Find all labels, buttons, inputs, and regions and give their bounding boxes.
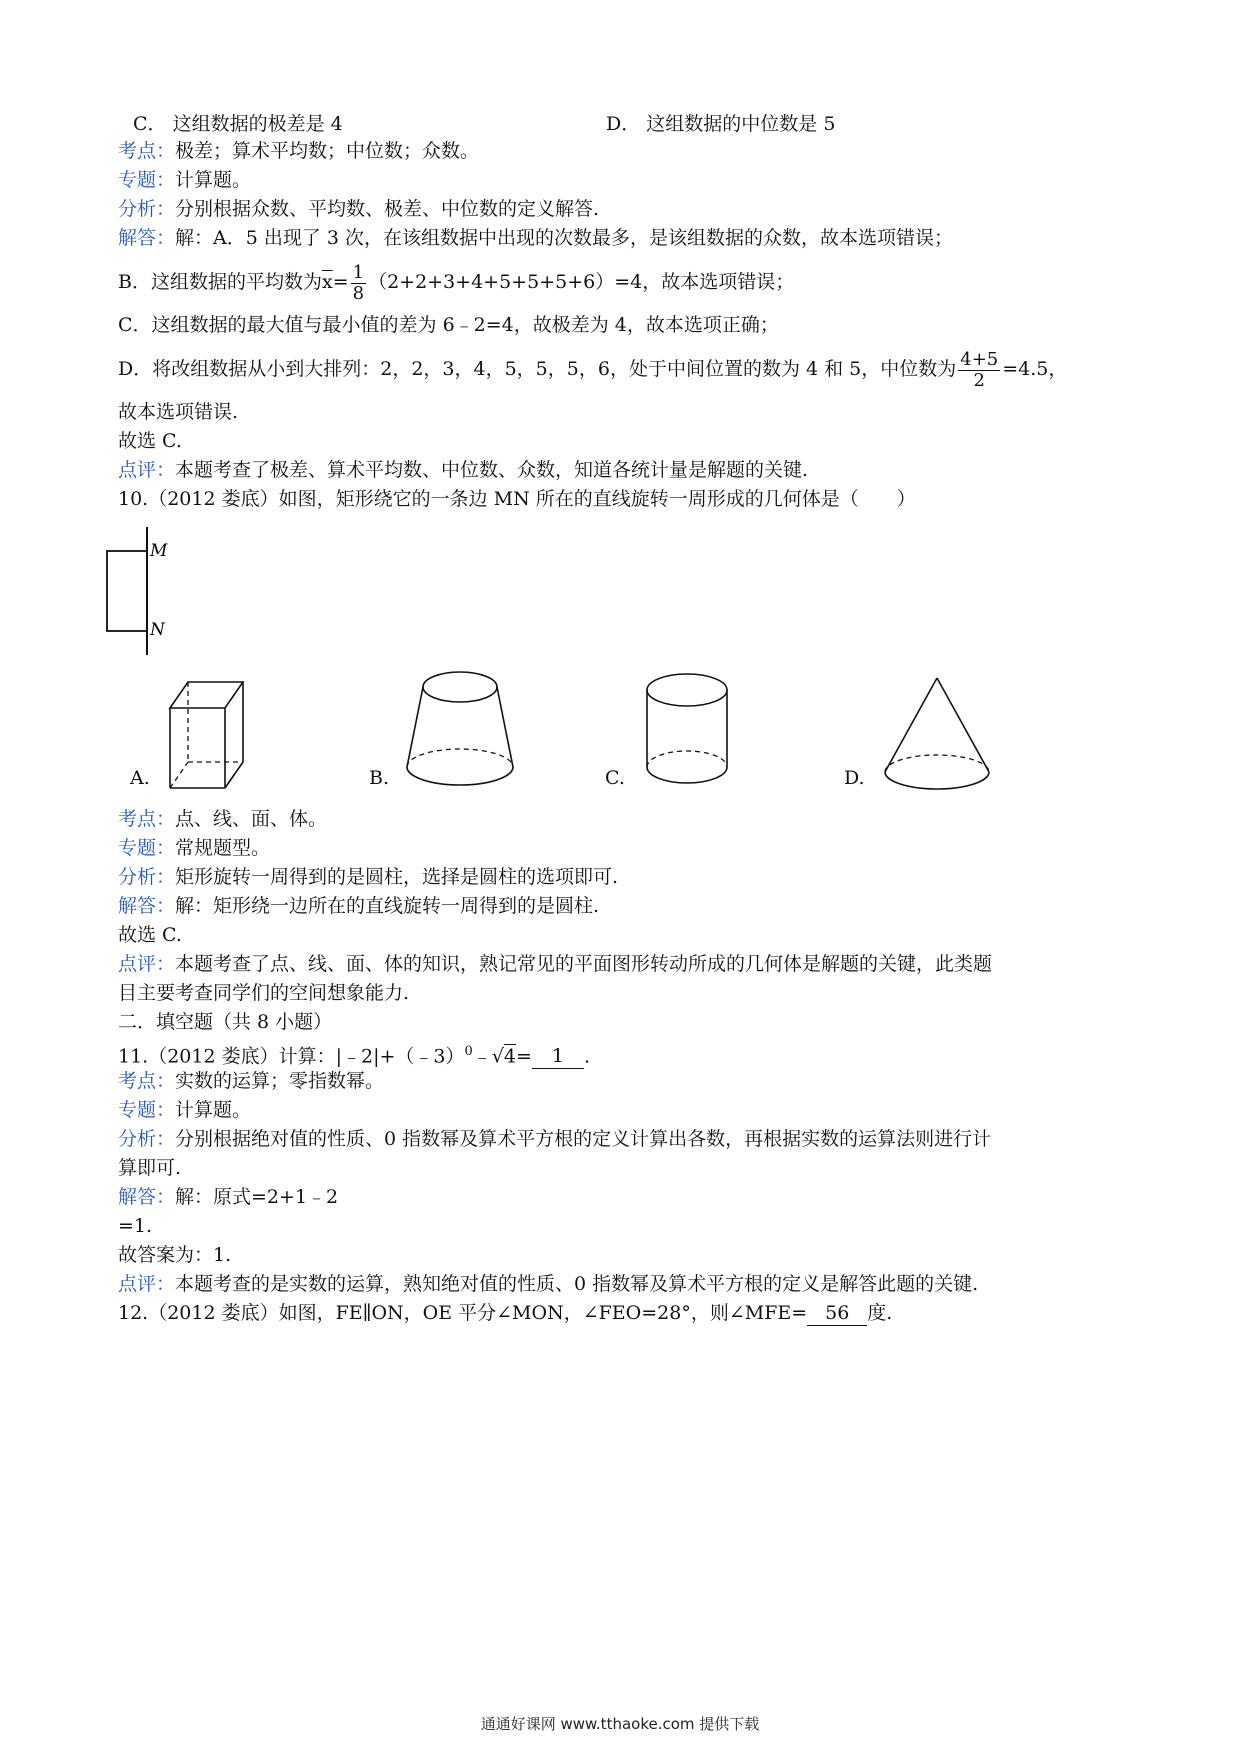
option-c-label: C. [605, 767, 625, 789]
q10-kaodian: 考点：点、线、面、体。 [118, 808, 328, 830]
frustum-figure [395, 665, 525, 795]
footer: 通通好课网 www.tthaoke.com 提供下载 [480, 1715, 760, 1733]
jieda-label: 解答： [118, 227, 176, 249]
q11-dianping: 点评：本题考查的是实数的运算，熟知绝对值的性质、0 指数幂及算术平方根的定义是解答此题的关键. [118, 1273, 979, 1295]
q10-fenxi: 分析：矩形旋转一周得到的是圆柱，选择是圆柱的选项即可. [118, 866, 619, 888]
q11-fenxi-cont: 算即可. [118, 1157, 182, 1179]
solution-c-line: C．这组数据的最大值与最小值的差为 6﹣2=4，故极差为 4，故本选项正确； [118, 314, 779, 336]
fraction-median: $\frac{4+5}{2}$ [960, 348, 999, 391]
q11-jieda: 解答：解：原式=2+1﹣2 [118, 1186, 339, 1208]
sqrt-icon: √ [491, 1045, 504, 1068]
option-d: D． 这组数据的中位数是 5 [606, 113, 836, 135]
rectangle-figure [100, 525, 200, 660]
option-c: C． 这组数据的极差是 4 [133, 113, 343, 135]
fenxi-label: 分析： [118, 198, 176, 220]
q10-stem: 10.（2012 娄底）如图，矩形绕它的一条边 MN 所在的直线旋转一周形成的几何体是（ ） [118, 488, 916, 510]
q10-zhuanti: 专题：常规题型。 [118, 837, 271, 859]
q10-choose: 故选 C. [118, 924, 182, 946]
solution-d-line: D．将改组数据从小到大排列：2，2，3，4，5，5，5，6，处于中间位置的数为 4 和 5，中位数为 $\frac{4+5}{2}$ =4.5， [118, 348, 1068, 391]
option-b-label: B. [369, 767, 390, 789]
q10-dianping-cont: 目主要考查同学们的空间想象能力. [118, 982, 410, 1004]
q11-jieda-cont: =1. [118, 1215, 153, 1237]
cuboid-figure [155, 670, 255, 795]
solution-b-line: B．这组数据的平均数为$\overline{x}=$ $\frac{1}{8}$ （2+2+3+4+5+5+5+6）=4，故本选项错误； [118, 261, 795, 304]
mean-symbol: $\overline{x}$ [321, 271, 333, 293]
dianping-label: 点评： [118, 459, 176, 481]
choose-line: 故选 C. [118, 430, 182, 452]
cylinder-figure [635, 665, 740, 795]
q11-answer: 1 [532, 1044, 584, 1069]
q10-dianping: 点评：本题考查了点、线、面、体的知识，熟记常见的平面图形转动所成的几何体是解题的关键，此类题 [118, 953, 993, 975]
kaodian-label: 考点： [118, 140, 176, 162]
option-a-label: A. [130, 767, 150, 789]
q10-jieda: 解答：解：矩形绕一边所在的直线旋转一周得到的是圆柱. [118, 895, 600, 917]
zhuanti-label: 专题： [118, 169, 176, 191]
solution-d-cont: 故本选项错误. [118, 401, 239, 423]
q12-answer: 56 [807, 1301, 867, 1326]
cone-figure [870, 670, 1005, 795]
q11-answer-line: 故答案为：1. [118, 1244, 232, 1266]
label-n: N [150, 620, 165, 640]
section-fill-blank: 二．填空题（共 8 小题） [118, 1011, 333, 1033]
q12-stem: 12.（2012 娄底）如图，FE∥ON，OE 平分∠MON，∠FEO=28°，则∠MFE= 56 度. [118, 1302, 893, 1324]
label-m: M [150, 541, 168, 561]
q11-fenxi: 分析：分别根据绝对值的性质、0 指数幂及算术平方根的定义计算出各数，再根据实数的运算法则进行计 [118, 1128, 992, 1150]
fenxi-line: 分析：分别根据众数、平均数、极差、中位数的定义解答. [118, 198, 600, 220]
kaodian-line: 考点：极差；算术平均数；中位数；众数。 [118, 140, 480, 162]
jieda-line: 解答：解：A．5 出现了 3 次，在该组数据中出现的次数最多，是该组数据的众数，故本选项错误； [118, 227, 954, 249]
option-d-label: D. [844, 767, 865, 789]
zhuanti-line: 专题：计算题。 [118, 169, 252, 191]
q11-kaodian: 考点：实数的运算；零指数幂。 [118, 1070, 385, 1092]
fraction-one-eighth: $\frac{1}{8}$ [352, 261, 365, 304]
q11-zhuanti: 专题：计算题。 [118, 1099, 252, 1121]
dianping-line: 点评：本题考查了极差、算术平均数、中位数、众数，知道各统计量是解题的关键. [118, 459, 809, 481]
q11-stem: 11.（2012 娄底）计算：|﹣2|+（﹣3）$^0$﹣√4= 1 . [118, 1044, 590, 1068]
